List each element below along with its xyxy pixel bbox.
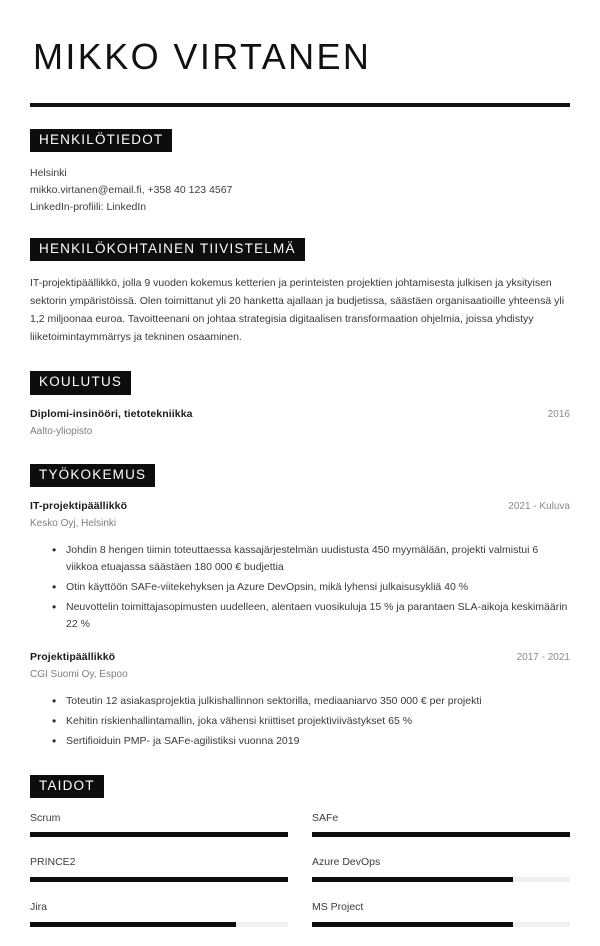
skill-progress-fill <box>312 922 513 927</box>
section-personal-info <box>30 129 570 216</box>
skill-label: Jira <box>30 901 47 914</box>
skill-item <box>312 812 570 838</box>
education-entry-head <box>30 408 570 420</box>
contact-location: Helsinki <box>30 166 67 179</box>
section-education <box>30 371 570 438</box>
experience-bullet-list <box>30 693 570 750</box>
list-item: • Otin käyttöön SAFe-viitekehyksen ja Azure DevOpsin, mikä lyhensi julkaisusykliä 40 % <box>52 579 570 596</box>
education-school: Aalto-yliopisto <box>30 425 93 437</box>
section-skills <box>30 775 570 946</box>
skill-progress-track <box>312 877 570 882</box>
list-item: • Toteutin 12 asiakasprojektia julkishallinnon sektorilla, mediaaniarvo 350 000 € per projekti <box>52 693 570 710</box>
list-item: • Neuvottelin toimittajasopimusten uudelleen, alentaen vuosikuluja 15 % ja parantaen SLA-aikoja keskimäärin 22 % <box>52 599 570 633</box>
experience-role: IT-projektipäällikkö <box>30 499 128 512</box>
resume-header <box>30 38 570 107</box>
skill-label: Azure DevOps <box>312 856 381 869</box>
skill-progress-fill <box>30 922 236 927</box>
skill-item <box>312 856 570 882</box>
experience-date: 2017 - 2021 <box>516 651 570 663</box>
section-heading-experience: TYÖKOKEMUS <box>30 464 155 487</box>
experience-company: Kesko Oyj, Helsinki <box>30 517 117 529</box>
skill-progress-track <box>30 877 288 882</box>
summary-text: IT-projektipäällikkö, jolla 9 vuoden kokemus ketterien ja perinteisten projektien johtamisesta julkisen ja yksityisen sektorin ympäristöissä. Olen toimittanut yli 20 hanketta ajallaan ja budjetissa, säästäen organisaatioille yhteensä yli 1,2 miljoonaa euroa. Tavoitteenani on johtaa strategisia digitaalisen transformaation ohjelmia, joissa yhdistyy liiketoimintaymmärrys ja tekninen osaaminen. <box>30 277 565 344</box>
contact-linkedin[interactable]: LinkedIn-profiili: LinkedIn <box>30 200 147 213</box>
section-heading-summary: HENKILÖKOHTAINEN TIIVISTELMÄ <box>30 238 305 261</box>
skill-progress-fill <box>312 832 570 837</box>
education-body <box>30 408 570 439</box>
skill-item <box>30 856 288 882</box>
list-item: • Sertifioiduin PMP- ja SAFe-agilistiksi vuonna 2019 <box>52 733 570 750</box>
spacer <box>30 439 570 464</box>
section-heading-education: KOULUTUS <box>30 371 131 394</box>
experience-body <box>30 500 570 750</box>
skill-item <box>30 901 288 927</box>
list-item: • Kehitin riskienhallintamallin, joka vähensi kriittiset projektiviivästykset 65 % <box>52 713 570 730</box>
section-experience <box>30 464 570 750</box>
education-date: 2016 <box>547 408 570 420</box>
skill-progress-fill <box>30 877 288 882</box>
spacer <box>30 216 570 238</box>
skill-item <box>312 901 570 927</box>
experience-entry-head <box>30 651 570 663</box>
experience-bullet-list <box>30 542 570 633</box>
experience-date: 2021 - Kuluva <box>508 500 570 512</box>
skill-progress-track <box>312 922 570 927</box>
experience-entry <box>30 651 570 750</box>
skill-label: PRINCE2 <box>30 856 76 869</box>
summary-body <box>30 274 570 346</box>
skill-progress-fill <box>30 832 288 837</box>
experience-role: Projektipäällikkö <box>30 650 116 663</box>
experience-entry <box>30 500 570 633</box>
experience-company: CGI Suomi Oy, Espoo <box>30 668 128 680</box>
skill-progress-track <box>30 832 288 837</box>
experience-entry-head <box>30 500 570 512</box>
skill-progress-track <box>312 832 570 837</box>
skill-progress-fill <box>312 877 513 882</box>
list-item: • Johdin 8 hengen tiimin toteuttaessa kassajärjestelmän uudistusta 450 myymälään, projekti valmistui 6 viikkoa etuajassa säästäen 180 000 € budjettia <box>52 542 570 576</box>
header-divider <box>30 103 570 107</box>
skill-label: Scrum <box>30 811 61 824</box>
skill-item <box>30 812 288 838</box>
personal-info-body <box>30 165 570 216</box>
skill-label: SAFe <box>312 811 339 824</box>
section-summary <box>30 238 570 346</box>
skills-grid <box>30 812 570 946</box>
contact-email-phone: mikko.virtanen@email.fi, +358 40 123 4567 <box>30 183 233 196</box>
skill-progress-track <box>30 922 288 927</box>
skill-label: MS Project <box>312 901 364 914</box>
section-heading-personal-info: HENKILÖTIEDOT <box>30 129 172 152</box>
spacer <box>30 753 570 775</box>
education-degree: Diplomi-insinööri, tietotekniikka <box>30 407 193 420</box>
section-heading-skills: TAIDOT <box>30 775 104 798</box>
page-title: MIKKO VIRTANEN <box>33 36 372 77</box>
education-entry <box>30 408 570 439</box>
spacer <box>30 346 570 371</box>
